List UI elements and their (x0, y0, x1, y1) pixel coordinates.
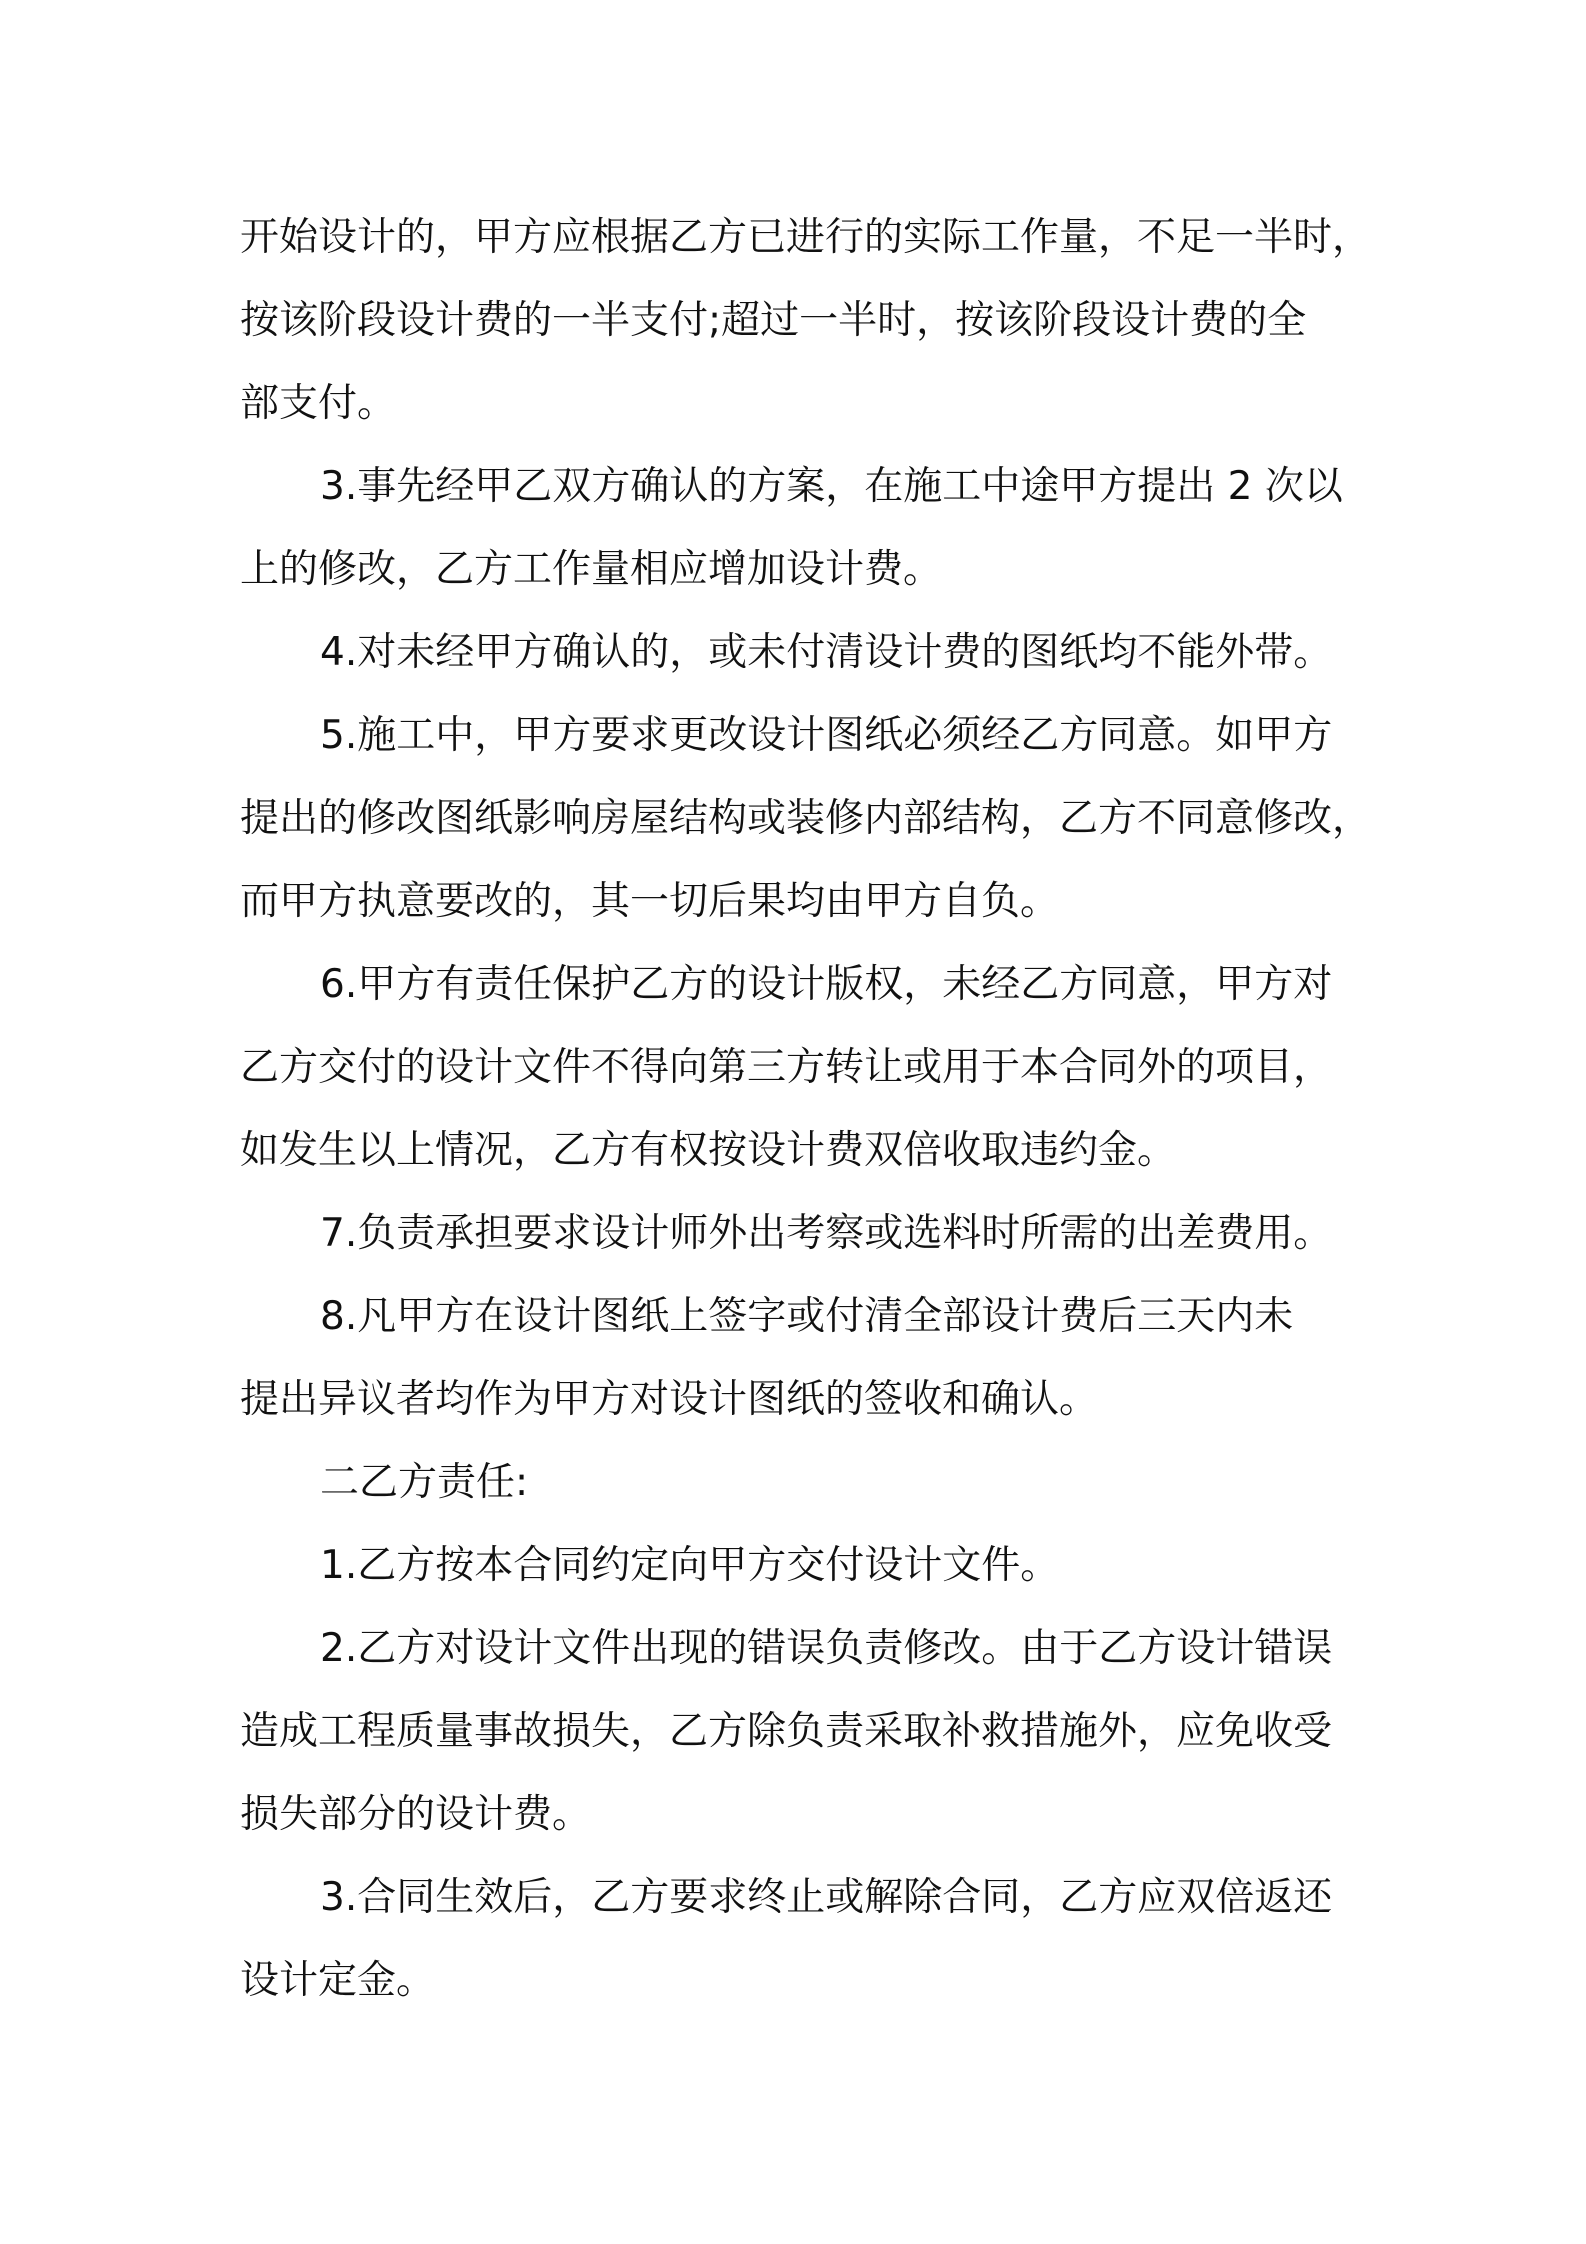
text-line: 4.对未经甲方确认的，或未付清设计费的图纸均不能外带。 (320, 630, 1333, 675)
text-line: 造成工程质量事故损失，乙方除负责采取补救措施外，应免收受 (240, 1709, 1333, 1754)
text-line: 1.乙方按本合同约定向甲方交付设计文件。 (320, 1543, 1060, 1588)
text-line: 3.事先经甲乙双方确认的方案，在施工中途甲方提出 2 次以 (320, 464, 1343, 509)
text-line: 2.乙方对设计文件出现的错误负责修改。由于乙方设计错误 (320, 1626, 1333, 1671)
contract-paragraph (240, 1275, 1370, 1441)
contract-paragraph (240, 445, 1370, 611)
contract-paragraph (240, 1192, 1370, 1275)
text-line: 设计定金。 (240, 1958, 436, 2003)
text-line: 乙方交付的设计文件不得向第三方转让或用于本合同外的项目， (240, 1045, 1333, 1090)
contract-paragraph (240, 943, 1370, 1192)
contract-paragraph (240, 196, 1370, 445)
text-line: 二乙方责任: (320, 1460, 529, 1505)
text-line: 6.甲方有责任保护乙方的设计版权，未经乙方同意，甲方对 (320, 962, 1333, 1007)
contract-paragraph (240, 694, 1370, 943)
text-line: 上的修改，乙方工作量相应增加设计费。 (240, 547, 943, 592)
text-line: 提出的修改图纸影响房屋结构或装修内部结构，乙方不同意修改， (240, 796, 1372, 841)
contract-paragraph (240, 1856, 1370, 2022)
text-line: 开始设计的，甲方应根据乙方已进行的实际工作量，不足一半时， (240, 215, 1372, 260)
text-line: 5.施工中，甲方要求更改设计图纸必须经乙方同意。如甲方 (320, 713, 1333, 758)
contract-paragraph (240, 1441, 1370, 1524)
text-line: 而甲方执意要改的，其一切后果均由甲方自负。 (240, 879, 1060, 924)
text-line: 损失部分的设计费。 (240, 1792, 592, 1837)
contract-paragraph (240, 611, 1370, 694)
text-line: 3.合同生效后，乙方要求终止或解除合同，乙方应双倍返还 (320, 1875, 1333, 1920)
contract-paragraph (240, 1524, 1370, 1607)
text-line: 部支付。 (240, 381, 397, 426)
text-line: 提出异议者均作为甲方对设计图纸的签收和确认。 (240, 1377, 1099, 1422)
contract-paragraph (240, 1607, 1370, 1856)
text-line: 7.负责承担要求设计师外出考察或选料时所需的出差费用。 (320, 1211, 1333, 1256)
text-line: 8.凡甲方在设计图纸上签字或付清全部设计费后三天内未 (320, 1294, 1294, 1339)
text-line: 按该阶段设计费的一半支付;超过一半时，按该阶段设计费的全 (240, 298, 1307, 343)
text-line: 如发生以上情况，乙方有权按设计费双倍收取违约金。 (240, 1128, 1177, 1173)
contract-text (240, 196, 1370, 2022)
